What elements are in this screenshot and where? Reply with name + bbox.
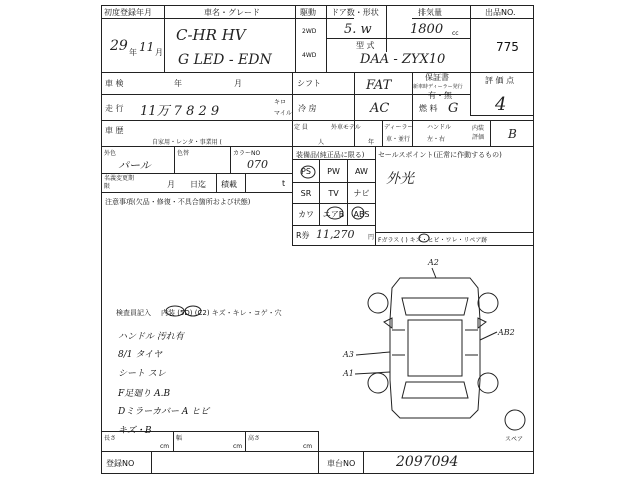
drive-4wd: 4WD bbox=[302, 52, 317, 59]
width-unit: cm bbox=[233, 443, 243, 450]
first-reg-month: 11 bbox=[139, 40, 155, 54]
chassis-label: 車台NO bbox=[327, 459, 356, 468]
dealer-label: ディーラー bbox=[384, 124, 414, 131]
recycle-unit: 円 bbox=[368, 234, 375, 241]
handle-value: 左・右 bbox=[427, 136, 446, 143]
sales-point-label: セールスポイント(正常に作動するもの) bbox=[378, 151, 502, 159]
height-label: 高さ bbox=[248, 435, 261, 442]
inspector-note-5: Dミラーカバー A ヒビ bbox=[118, 407, 210, 417]
equip-sr: SR bbox=[300, 188, 312, 198]
name-change-month: 月 bbox=[167, 180, 175, 189]
spare-label: スペア bbox=[505, 436, 524, 443]
import-label: 外車モデル bbox=[331, 124, 361, 131]
equip-leather: カワ bbox=[298, 210, 314, 219]
inspector-note-6: キズ・B bbox=[118, 426, 152, 436]
inspector-label: 検査員記入 bbox=[116, 309, 151, 317]
diagram-legend: Fガラス ( ) キズ・ヒビ・ワレ・リペア跡 bbox=[378, 237, 488, 244]
loading-unit: t bbox=[282, 179, 286, 188]
drive-label: 駆動 bbox=[300, 8, 316, 17]
first-reg-year: 29 bbox=[110, 38, 128, 54]
warranty-sub: 新車時ディーラー発行 bbox=[413, 84, 463, 90]
length-unit: cm bbox=[160, 443, 170, 450]
first-reg-year-unit: 年 bbox=[129, 48, 137, 57]
name-change-label: 名義変更期 限 bbox=[104, 175, 135, 190]
diagram-mark-a3: A3 bbox=[343, 350, 354, 359]
shaken-month: 月 bbox=[234, 79, 242, 88]
name-grade-label: 車名・グレード bbox=[204, 8, 260, 17]
color-change-label: 色替 bbox=[177, 150, 190, 157]
import-unit: 年 bbox=[368, 139, 375, 146]
first-reg-label: 初度登録年月 bbox=[104, 8, 152, 17]
color-no-label: カラーNO bbox=[233, 150, 261, 157]
history-label: 車 歴 bbox=[105, 126, 124, 135]
ac-label: 冷 房 bbox=[298, 104, 317, 113]
model-value: DAA - ZYX10 bbox=[360, 52, 446, 67]
lot-value: 775 bbox=[496, 40, 519, 54]
diagram-mark-ab2: AB2 bbox=[498, 328, 515, 337]
dealer-value: 車・並行 bbox=[386, 136, 411, 143]
warranty-value: 有・無 bbox=[428, 91, 452, 100]
first-reg-month-unit: 月 bbox=[155, 48, 163, 57]
drive-2wd: 2WD bbox=[302, 28, 317, 35]
width-label: 幅 bbox=[176, 435, 183, 442]
shift-value: FAT bbox=[366, 78, 392, 93]
displacement-unit: cc bbox=[452, 30, 459, 37]
mileage-unit-mile: マイル bbox=[274, 110, 292, 117]
car-name: C-HR HV bbox=[176, 26, 246, 44]
equip-aw: AW bbox=[355, 166, 368, 176]
diagram-mark-a1: A1 bbox=[343, 369, 354, 378]
sales-point-value: 外光 bbox=[386, 171, 414, 187]
equip-abs: ABS bbox=[353, 210, 370, 219]
fuel-label: 燃 料 bbox=[419, 104, 438, 113]
inspector-note-1: ハンドル 汚れ有 bbox=[118, 332, 184, 342]
equip-airbag: エアB bbox=[322, 210, 345, 219]
displacement-label: 排気量 bbox=[418, 8, 442, 17]
diagram-mark-a2: A2 bbox=[428, 258, 439, 267]
height-unit: cm bbox=[303, 443, 313, 450]
color-no-value: 070 bbox=[247, 158, 268, 171]
length-label: 長さ bbox=[104, 435, 117, 442]
door-label: ドア数・形状 bbox=[331, 8, 379, 17]
handle-label: ハンドル bbox=[427, 124, 452, 131]
recycle-value: 11,270 bbox=[316, 228, 355, 241]
chassis-value: 2097094 bbox=[396, 454, 459, 470]
equip-navi: ナビ bbox=[353, 188, 370, 198]
capacity-label: 定 員 bbox=[294, 124, 308, 131]
history-value: 自家用・レンタ・事業用 ( bbox=[152, 139, 222, 146]
equip-tv: TV bbox=[328, 188, 339, 198]
loading-label: 積載 bbox=[221, 180, 237, 189]
shift-label: シフト bbox=[297, 79, 321, 88]
car-grade: G LED - EDN bbox=[178, 52, 272, 68]
door-value: 5. w bbox=[344, 22, 372, 37]
interior-label: 内装評価 bbox=[472, 125, 485, 141]
mileage-label: 走 行 bbox=[105, 104, 124, 113]
model-label: 型 式 bbox=[356, 41, 375, 50]
recycle-label: R券 bbox=[296, 231, 310, 240]
equip-ps: PS bbox=[301, 166, 311, 176]
score-label: 評 価 点 bbox=[485, 76, 515, 85]
lot-label: 出品NO. bbox=[485, 8, 516, 17]
ac-value: AC bbox=[370, 101, 390, 116]
score-value: 4 bbox=[495, 94, 507, 115]
fuel-value: G bbox=[448, 101, 459, 116]
warranty-label: 保証書 bbox=[425, 73, 449, 82]
shaken-year: 年 bbox=[174, 79, 182, 88]
ext-color-value: パール bbox=[118, 159, 151, 172]
equip-pw: PW bbox=[327, 166, 340, 176]
shaken-label: 車 検 bbox=[105, 79, 124, 88]
inspector-note-3: シート スレ bbox=[118, 369, 166, 379]
equipment-title: 装備品(純正品に限る) bbox=[296, 151, 365, 159]
inspector-note-2: 8/1 タイヤ bbox=[118, 350, 163, 360]
notes-label: 注意事項(欠品・修復・不具合箇所および状態) bbox=[105, 198, 251, 206]
interior-value: B bbox=[508, 127, 517, 141]
mileage-unit-km: キロ bbox=[274, 99, 287, 106]
ext-color-label: 外色 bbox=[104, 150, 117, 157]
inspector-options: 内装 (5D) (C2) キズ・キレ・コゲ・穴 bbox=[161, 309, 282, 317]
mileage-value: 11万 7 8 2 9 bbox=[140, 104, 220, 119]
inspector-note-4: F足廻り A.B bbox=[118, 389, 171, 399]
reg-no-label: 登録NO bbox=[106, 459, 135, 468]
capacity-unit: 人 bbox=[318, 139, 325, 146]
displacement-value: 1800 bbox=[410, 22, 444, 37]
name-change-day: 日迄 bbox=[190, 180, 206, 189]
